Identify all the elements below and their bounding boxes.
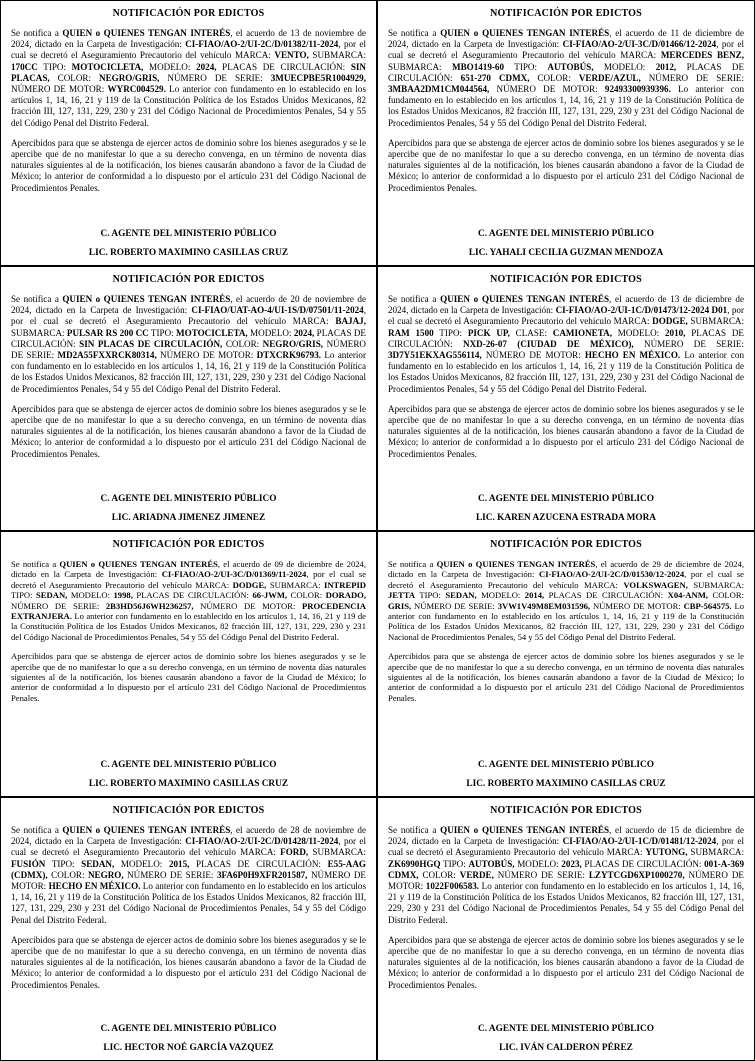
bold-text-run: DORADO, xyxy=(325,590,366,601)
notice-card xyxy=(0,0,377,266)
bold-text-run: MOTOCICLETA, xyxy=(71,61,144,72)
bold-text-run: MD2A55FXXRCK80314, xyxy=(57,350,157,361)
notice-card xyxy=(377,266,755,531)
notice-title: NOTIFICACIÓN POR EDICTOS xyxy=(112,805,265,816)
bold-text-run: CI-FIAO/AO-2/UI-3C/D/01369/11-2024 xyxy=(161,569,307,580)
text-run: Se notifica a xyxy=(11,28,63,38)
bold-text-run: 3VW1V49M8EM031596, xyxy=(497,600,591,611)
text-run: , por el cual se decretó el Aseguramiento Precautorio del vehículo MARCA: xyxy=(388,569,744,590)
text-run: SUBMARCA: xyxy=(308,847,366,858)
bold-text-run: PICK UP, xyxy=(467,327,510,338)
bold-text-run: QUIEN o QUIENES TENGAN INTERÉS xyxy=(440,294,610,304)
bold-text-run: 001-A-369 CDMX, xyxy=(388,858,744,880)
notice-title: NOTIFICACIÓN POR EDICTOS xyxy=(112,274,265,285)
bold-text-run: FUSIÓN xyxy=(11,858,46,869)
text-run: Se notifica a xyxy=(388,825,441,835)
notice-title: NOTIFICACIÓN POR EDICTOS xyxy=(490,274,642,285)
text-run: NÚMERO DE SERIE: xyxy=(633,338,745,349)
text-run: COLOR: xyxy=(47,869,88,880)
text-run: MODELO: xyxy=(514,858,562,869)
text-run: , por el cual se decretó el Aseguramiento Precautorio del vehículo MARCA: xyxy=(388,39,744,61)
text-run: TIPO: xyxy=(37,61,72,72)
notice-warning: Apercibidos para que se abstenga de ejercer actos de dominio sobre los bienes asegurados y se le apercibe que de no manifestar lo que a su derecho convenga, en un término de noventa días naturales siguientes al de la notificación, los bienes causarán abandono a favor de la Ciudad de México; lo anterior de conformidad a lo dispuesto por el artículo 231 del Código Nacional de Procedimientos Penales. xyxy=(388,934,744,990)
text-run: SUBMARCA: xyxy=(687,847,744,858)
text-run: , el acuerdo de 11 de diciembre de 2024, dictado en la Carpeta de Investigación: xyxy=(388,28,744,50)
text-run: SUBMARCA: xyxy=(11,327,67,338)
text-run: , el acuerdo de 13 de noviembre de 2024, dictado en la Carpeta de Investigación: xyxy=(11,28,366,50)
bold-text-run: VENTO, xyxy=(274,50,309,61)
signature-role: C. AGENTE DEL MINISTERIO PÚBLICO xyxy=(478,1024,654,1034)
signature-role: C. AGENTE DEL MINISTERIO PÚBLICO xyxy=(100,494,277,504)
text-run: MODELO: xyxy=(143,61,197,72)
bold-text-run: NXD-26-07 (CIUDAD DE MÉXICO), xyxy=(463,338,634,349)
bold-text-run: DODGE, xyxy=(232,579,267,590)
text-run: TIPO: xyxy=(415,590,446,601)
text-run: Lo anterior con fundamento en lo establecido en los artículos 1, 14, 16, 21 y 119 de la Constitución Política de los Estados Unidos Mexicanos, 82 fracción III, 127, 131, 229, 230 y 231 del Código Nacional de Procedimientos Penales, 54 y 55 del Código Penal del Distrito Federal. xyxy=(11,350,366,394)
bold-text-run: BAJAJ, xyxy=(335,316,366,327)
bold-text-run: CBP-564575. xyxy=(683,600,732,611)
bold-text-run: JETTA xyxy=(388,590,416,601)
notice-card xyxy=(377,531,755,797)
text-run: MODELO: xyxy=(114,858,169,869)
signature-role: C. AGENTE DEL MINISTERIO PÚBLICO xyxy=(100,1024,277,1034)
text-run: TIPO: xyxy=(504,61,548,72)
bold-text-run: CI-FIAO/AO-2/UI-2C/D/01382/11-2024 xyxy=(185,39,339,50)
notice-title: NOTIFICACIÓN POR EDICTOS xyxy=(112,539,265,550)
signature-name: LIC. HECTOR NOÉ GARCÍA VAZQUEZ xyxy=(103,1043,274,1053)
bold-text-run: 3FA6P0H9XFR201587, xyxy=(216,869,308,880)
notice-warning: Apercibidos para que se abstenga de ejercer actos de dominio sobre los bienes asegurados y se le apercibe que de no manifestar lo que a su derecho convenga, en un término de noventa días naturales siguientes al de la notificación, los bienes causarán abandono a favor de la Ciudad de México; lo anterior de conformidad a lo dispuesto por el artículo 231 del Código Nacional de Procedimientos Penales. xyxy=(11,137,366,193)
bold-text-run: ZK6990HGQ xyxy=(388,858,441,869)
text-run: PLACAS DE CIRCULACIÓN: xyxy=(216,61,351,72)
notice-card xyxy=(0,266,377,531)
bold-text-run: AUTOBÚS, xyxy=(468,858,515,869)
bold-text-run: PULSAR RS 200 CC xyxy=(66,327,149,338)
text-run: , el acuerdo de 20 de noviembre de 2024, dictado en la Carpeta de Investigación: xyxy=(11,294,366,316)
text-run: TIPO: xyxy=(45,858,82,869)
text-run: , por el cual se decretó el Aseguramiento Precautorio del vehículo MARCA: xyxy=(11,569,367,590)
text-run: SUBMARCA: xyxy=(687,316,744,327)
notice-warning: Apercibidos para que se abstenga de ejercer actos de dominio sobre los bienes asegurados y se le apercibe que de no manifestar lo que a su derecho convenga, en un término de noventa días naturales siguientes al de la notificación, los bienes causarán abandono a favor de la Ciudad de México; lo anterior de conformidad a lo dispuesto por el artículo 231 del Código Nacional de Procedimientos Penales. xyxy=(388,403,744,459)
text-run: COLOR: xyxy=(418,869,460,880)
text-run: COLOR: xyxy=(287,590,326,601)
text-run: Lo anterior con fundamento en lo establecido en los artículos 1, 14, 16, 21 y 119 de la Constitución Política de los Estados Unidos Mexicanos, 82 fracción III, 127, 131, 229, 230 y 231 del Código Nacional de Procedimientos Penales, 54 y 55 del Código Penal del Distrito Federal. xyxy=(388,600,744,642)
bold-text-run: SIN PLACAS DE CIRCULACIÓN, xyxy=(79,338,223,349)
text-run: NÚMERO DE MOTOR: xyxy=(388,869,744,892)
text-run: Se notifica a xyxy=(11,294,63,304)
notice-body xyxy=(11,825,366,926)
bold-text-run: HECHO EN MÉXICO. xyxy=(584,350,681,361)
bold-text-run: SEDAN, xyxy=(36,590,68,601)
signature-name: LIC. ARIADNA JIMENEZ JIMENEZ xyxy=(111,513,266,523)
notice-card xyxy=(0,797,377,1061)
text-run: PLACAS DE CIRCULACIÓN: xyxy=(11,327,366,349)
text-run: Lo anterior con fundamento en lo establecido en los artículos 1, 14, 16, 21 y 119 de la Constitución Política de los Estados Unidos Mexicanos, 82 fracción III, 127, 131, 229, 230 y 231 del Código Nacional de Procedimientos Penales, 54 y 55 del Código Penal del Distrito Federal. xyxy=(388,84,745,128)
notice-warning: Apercibidos para que se abstenga de ejercer actos de dominio sobre los bienes asegurados y se le apercibe que de no manifestar lo que a su derecho convenga, en un término de noventa días naturales siguientes al de la notificación, los bienes causarán abandono a favor de la Ciudad de México; lo anterior de conformidad a lo dispuesto por el artículo 231 del Código Nacional de Procedimientos Penales. xyxy=(11,934,366,990)
bold-text-run: 2023, xyxy=(561,858,582,869)
text-run: , el acuerdo de 09 de diciembre de 2024, dictado en la Carpeta de Investigación: xyxy=(11,559,366,580)
bold-text-run: 2B3HD56J6WH236257, xyxy=(105,600,194,611)
bold-text-run: 1998, xyxy=(113,590,133,601)
text-run: Lo anterior con fundamento en lo establecido en los artículos 1, 14, 16, 21 y 119 de la Constitución Política de los Estados Unidos Mexicanos, 82 fracción III, 127, 131, 229, 230 y 231 del Código Nacional de Procedimientos Penales, 54 y 55 del Código Penal del Distrito Federal. xyxy=(11,881,367,925)
text-run: Se notifica a xyxy=(388,28,441,38)
bold-text-run: QUIEN o QUIENES TENGAN INTERÉS xyxy=(440,825,610,835)
text-run: COLOR: xyxy=(222,338,263,349)
text-run: Se notifica a xyxy=(388,559,437,569)
notice-warning: Apercibidos para que se abstenga de ejercer actos de dominio sobre los bienes asegurados y se le apercibe que de no manifestar lo que a su derecho convenga, en un término de noventa días naturales siguientes al de la notificación, los bienes causarán abandono a favor de la Ciudad de México; lo anterior de conformidad a lo dispuesto por el artículo 231 del Código Nacional de Procedimientos Penales. xyxy=(11,403,366,459)
text-run: SUBMARCA: xyxy=(388,61,452,72)
text-run: PLACAS DE CIRCULACIÓN: xyxy=(388,61,745,83)
text-run: Se notifica a xyxy=(11,825,63,835)
bold-text-run: 3D7Y51EKXAG556114, xyxy=(388,350,482,361)
bold-text-run: QUIEN o QUIENES TENGAN INTERÉS xyxy=(440,28,610,38)
bold-text-run: LZYTCGD6XP1000270, xyxy=(588,869,685,880)
notice-body xyxy=(388,294,744,395)
text-run: MODELO: xyxy=(67,590,114,601)
notice-warning: Apercibidos para que se abstenga de ejercer actos de dominio sobre los bienes asegurados y se le apercibe que de no manifestar lo que a su derecho convenga, en un término de noventa días naturales siguientes al de la notificación, los bienes causarán abandono a favor de la Ciudad de México; lo anterior de conformidad a lo dispuesto por el artículo 231 del Código Nacional de Procedimientos Penales. xyxy=(11,651,366,703)
text-run: , el acuerdo de 13 de diciembre de 2024, dictado en la Carpeta de Investigación: xyxy=(388,294,744,316)
bold-text-run: YUTONG, xyxy=(645,847,688,858)
bold-text-run: 3MUECPBE5R1004929, xyxy=(270,72,366,83)
text-run: CLASE: xyxy=(509,327,553,338)
text-run: NÚMERO DE SERIE: xyxy=(11,600,106,611)
notice-title: NOTIFICACIÓN POR EDICTOS xyxy=(112,8,265,19)
text-run: TIPO: xyxy=(148,327,177,338)
bold-text-run: 2024, xyxy=(196,61,217,72)
notice-body xyxy=(388,559,744,642)
bold-text-run: 2010, xyxy=(664,327,686,338)
notice-warning: Apercibidos para que se abstenga de ejercer actos de dominio sobre los bienes asegurados y se le apercibe que de no manifestar lo que a su derecho convenga, en un término de noventa días naturales siguientes al de la notificación, los bienes causarán abandono a favor de la Ciudad de México; lo anterior de conformidad a lo dispuesto por el artículo 231 del Código Nacional de Procedimientos Penales. xyxy=(388,137,744,193)
text-run: Se notifica a xyxy=(388,294,441,304)
text-run: PLACAS DE CIRCULACIÓN: xyxy=(189,858,328,869)
text-run: , por el cual se decretó el Aseguramiento Precautorio del vehículo MARCA: xyxy=(388,305,744,327)
bold-text-run: DTXCRK96793. xyxy=(256,350,322,361)
bold-text-run: VOLKSWAGEN, xyxy=(623,579,688,590)
notice-body xyxy=(11,28,366,129)
bold-text-run: E55-AAG (CDMX), xyxy=(11,858,366,880)
notice-title: NOTIFICACIÓN POR EDICTOS xyxy=(490,8,642,19)
bold-text-run: MOTOCICLETA, xyxy=(176,327,248,338)
notice-title: NOTIFICACIÓN POR EDICTOS xyxy=(490,805,642,816)
text-run: , por el cual se decretó el Aseguramiento Precautorio del vehículo MARCA: xyxy=(11,305,366,327)
text-run: , el acuerdo de 29 de diciembre de 2024, dictado en la Carpeta de Investigación: xyxy=(388,559,744,580)
bold-text-run: GRIS, xyxy=(388,600,412,611)
text-run: , por el cual se decretó el Aseguramiento Precautorio del vehículo MARCA: xyxy=(11,39,366,61)
text-run: NÚMERO DE SERIE: xyxy=(640,72,744,83)
signature-role: C. AGENTE DEL MINISTERIO PÚBLICO xyxy=(100,229,277,239)
text-run: Lo anterior con fundamento en lo establecido en los artículos 1, 14, 16, 21 y 119 de la Constitución Política de los Estados Unidos Mexicanos, 82 fracción III, 127, 131, 229, 230 y 231 del Código Nacional de Procedimientos Penales, 54 y 55 del Código Penal del Distrito Federal. xyxy=(388,350,745,394)
bold-text-run: 66-JWM, xyxy=(252,590,288,601)
signature-role: C. AGENTE DEL MINISTERIO PÚBLICO xyxy=(478,494,654,504)
text-run: TIPO: xyxy=(440,858,469,869)
text-run: MODELO: xyxy=(476,590,525,601)
text-run: NÚMERO DE MOTOR: xyxy=(11,869,366,892)
bold-text-run: WYRC004529. xyxy=(107,84,166,95)
bold-text-run: RAM 1500 xyxy=(388,327,434,338)
bold-text-run: VERDE/AZUL, xyxy=(578,72,641,83)
text-run: Lo anterior con fundamento en lo establecido en los artículos 1, 14, 16, 21 y 119 de la Constitución Política de los Estados Unidos Mexicanos, 82 fracción III, 127, 131, 229, 230 y 231 del Código Nacional de Procedimientos Penales, 54 y 55 del Código Penal del Distrito Federal. xyxy=(388,881,745,925)
notice-body xyxy=(388,28,744,129)
text-run: TIPO: xyxy=(11,590,37,601)
text-run: , por el cual se decretó el Aseguramiento Precautorio del vehículo MARCA: xyxy=(388,836,744,858)
text-run: SUBMARCA: xyxy=(266,579,324,590)
text-run: NÚMERO DE MOTOR: xyxy=(193,600,303,611)
bold-text-run: CI-FIAO/AO-2/UI-1C/D/01481/12-2024 xyxy=(562,836,717,847)
text-run: Se notifica a xyxy=(11,559,60,569)
bold-text-run: PROCEDENCIA EXTRANJERA. xyxy=(11,600,366,622)
signature-name: LIC. YAHALI CECILIA GUZMAN MENDOZA xyxy=(468,248,664,258)
bold-text-run: CI-FIAO/AO-2/UI-1C/D/01473/12-2024 D01 xyxy=(555,305,728,316)
bold-text-run: QUIEN o QUIENES TENGAN INTERÉS xyxy=(62,28,231,38)
bold-text-run: CI-FIAO/UAT-AO-4/UI-1S/D/07501/11-2024 xyxy=(191,305,364,316)
bold-text-run: QUIEN o QUIENES TENGAN INTERÉS xyxy=(62,825,231,835)
bold-text-run: VERDE, xyxy=(459,869,494,880)
bold-text-run: 651-270 CDMX, xyxy=(460,72,530,83)
notice-body xyxy=(11,294,366,395)
bold-text-run: SEDAN, xyxy=(445,590,477,601)
bold-text-run: INTREPID xyxy=(323,579,366,590)
text-run: , por el cual se decretó el Aseguramiento Precautorio del vehículo MARCA: xyxy=(11,836,366,858)
bold-text-run: NEGRO, xyxy=(87,869,124,880)
bold-text-run: CI-FIAO/AO-2/UI-3C/D/01466/12-2024 xyxy=(562,39,717,50)
signature-role: C. AGENTE DEL MINISTERIO PÚBLICO xyxy=(478,229,654,239)
notice-warning: Apercibidos para que se abstenga de ejercer actos de dominio sobre los bienes asegurados y se le apercibe que de no manifestar lo que a su derecho convenga, en un término de noventa días naturales siguientes al de la notificación, los bienes causarán abandono a favor de la Ciudad de México; lo anterior de conformidad a lo dispuesto por el artículo 231 del Código Nacional de Procedimientos Penales. xyxy=(388,651,744,703)
signature-name: LIC. KAREN AZUCENA ESTRADA MORA xyxy=(475,513,657,523)
text-run: NÚMERO DE MOTOR: xyxy=(481,350,585,361)
signature-name: LIC. IVÁN CALDERON PÉREZ xyxy=(499,1043,633,1053)
text-run: Lo anterior con fundamento en lo establecido en los artículos 1, 14, 16, 21 y 119 de la Constitución Política de los Estados Unidos Mexicanos, 82 fracción III, 127, 131, 229, 230 y 231 del Código Nacional de Procedimientos Penales, 54 y 55 del Código Penal del Distrito Federal. xyxy=(11,84,366,128)
text-run: MODELO: xyxy=(247,327,294,338)
bold-text-run: DODGE, xyxy=(652,316,688,327)
text-run: COLOR: xyxy=(707,590,744,601)
signature-role: C. AGENTE DEL MINISTERIO PÚBLICO xyxy=(478,760,654,770)
bold-text-run: AUTOBÚS, xyxy=(547,61,594,72)
bold-text-run: FORD, xyxy=(280,847,309,858)
bold-text-run: CAMIONETA, xyxy=(552,327,612,338)
text-run: SUBMARCA: xyxy=(308,50,366,61)
bold-text-run: MBO1419-60 xyxy=(451,61,505,72)
bold-text-run: SIN PLACAS, xyxy=(11,61,366,83)
notice-body xyxy=(388,825,744,926)
text-run: NÚMERO DE SERIE: xyxy=(493,869,589,880)
bold-text-run: MERCEDES BENZ, xyxy=(660,50,744,61)
text-run: NÚMERO DE SERIE: xyxy=(159,72,271,83)
bold-text-run: HECHO EN MÉXICO. xyxy=(48,881,141,892)
notice-card xyxy=(0,531,377,797)
signature-name: LIC. ROBERTO MAXIMINO CASILLAS CRUZ xyxy=(466,779,666,789)
text-run: COLOR: xyxy=(49,72,100,83)
bold-text-run: X04-ANM, xyxy=(667,590,708,601)
bold-text-run: 3MBAA2DM1CM044564, xyxy=(388,84,490,95)
text-run: NÚMERO DE MOTOR: xyxy=(590,600,684,611)
text-run: NÚMERO DE MOTOR: xyxy=(489,84,605,95)
bold-text-run: NEGRO/GRIS, xyxy=(262,338,324,349)
bold-text-run: QUIEN o QUIENES TENGAN INTERÉS xyxy=(436,559,596,569)
text-run: MODELO: xyxy=(611,327,665,338)
notice-title: NOTIFICACIÓN POR EDICTOS xyxy=(490,539,642,550)
text-run: PLACAS DE CIRCULACIÓN: xyxy=(544,590,668,601)
text-run: NÚMERO DE SERIE: xyxy=(11,338,366,361)
bold-text-run: 2012, xyxy=(655,61,677,72)
bold-text-run: QUIEN o QUIENES TENGAN INTERÉS xyxy=(59,559,218,569)
bold-text-run: CI-FIAO/AO-2/UI-2C/D/01530/12-2024 xyxy=(539,569,685,580)
signature-name: LIC. ROBERTO MAXIMINO CASILLAS CRUZ xyxy=(88,779,289,789)
text-run: NÚMERO DE SERIE: xyxy=(123,869,217,880)
text-run: NÚMERO DE MOTOR: xyxy=(11,84,108,95)
text-run: Lo anterior con fundamento en lo establecido en los artículos 1, 14, 16, 21 y 119 de la Constitución Política de los Estados Unidos Mexicanos, 82 fracción III, 127, 131, 229, 230 y 231 del Código Nacional de Procedimientos Penales, 54 y 55 del Código Penal del Distrito Federal. xyxy=(11,611,366,642)
bold-text-run: 2024, xyxy=(293,327,315,338)
text-run: PLACAS DE CIRCULACIÓN: xyxy=(132,590,253,601)
bold-text-run: CI-FIAO/AO-2/UI-2C/D/01428/11-2024 xyxy=(185,836,339,847)
bold-text-run: 2015, xyxy=(168,858,190,869)
text-run: PLACAS DE CIRCULACIÓN: xyxy=(581,858,705,869)
bold-text-run: 92493300939396. xyxy=(604,84,671,95)
text-run: SUBMARCA: xyxy=(687,579,744,590)
text-run: COLOR: xyxy=(529,72,579,83)
signature-name: LIC. ROBERTO MAXIMINO CASILLAS CRUZ xyxy=(88,248,289,258)
bold-text-run: QUIEN o QUIENES TENGAN INTERÉS xyxy=(62,294,231,304)
bold-text-run: NEGRO/GRIS, xyxy=(99,72,160,83)
signature-role: C. AGENTE DEL MINISTERIO PÚBLICO xyxy=(100,760,277,770)
notice-body xyxy=(11,559,366,642)
text-run: , el acuerdo de 28 de noviembre de 2024, dictado en la Carpeta de Investigación: xyxy=(11,825,366,847)
text-run: NÚMERO DE MOTOR: xyxy=(156,350,257,361)
notice-card xyxy=(377,797,755,1061)
text-run: NÚMERO DE SERIE: xyxy=(411,600,498,611)
text-run: TIPO: xyxy=(433,327,468,338)
bold-text-run: 170CC xyxy=(11,61,38,72)
bold-text-run: SEDAN, xyxy=(81,858,115,869)
bold-text-run: 2014, xyxy=(524,590,545,601)
text-run: , el acuerdo de 15 de diciembre de 2024, dictado en la Carpeta de Investigación: xyxy=(388,825,744,847)
text-run: PLACAS DE CIRCULACIÓN: xyxy=(388,327,744,349)
bold-text-run: 1022F006583. xyxy=(425,881,480,892)
text-run: MODELO: xyxy=(593,61,656,72)
notice-card xyxy=(377,0,755,266)
